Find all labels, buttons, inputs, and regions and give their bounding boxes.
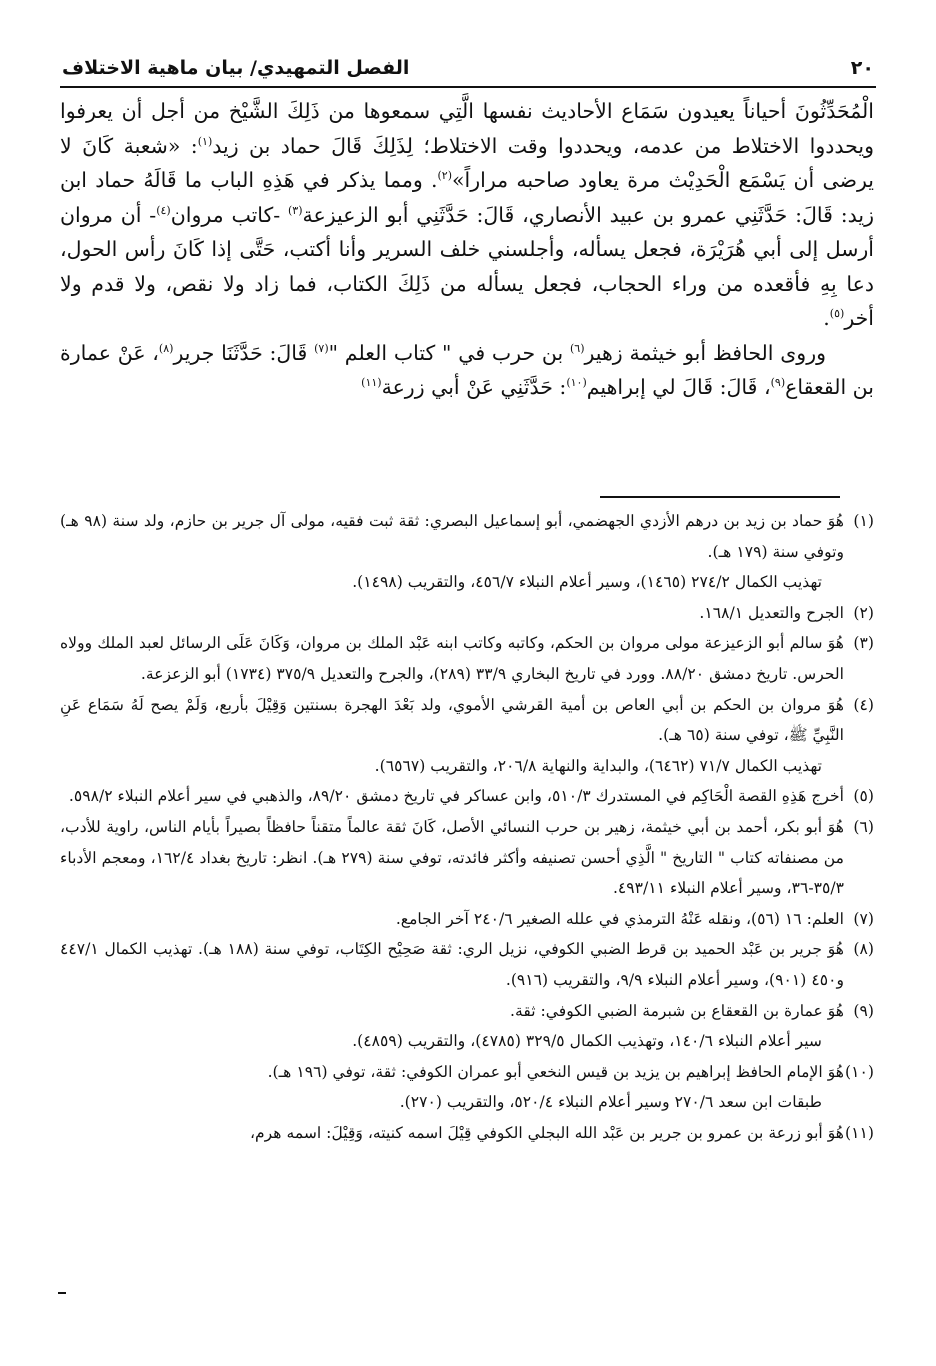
footnote-number: (٥): [853, 787, 874, 806]
footnote-item: [60, 934, 874, 995]
footnote-item: [60, 904, 874, 935]
footnote-text: أخرج هَذِهِ القصة الْحَاكِم في المستدرك ٥١٠/٣، وابن عساكر في تاريخ دمشق ٨٩/٢٠، والذهبي في سير أعلام النبلاء ٥٩٨/٢.: [68, 787, 844, 806]
footnote-number: (١): [853, 512, 874, 530]
footnote-ref: (٦): [569, 341, 585, 355]
footnote-ref: (٢): [437, 169, 452, 183]
footnote-item: [60, 996, 874, 1057]
footnote-text: هُوَ أبو بكر، أحمد بن أبي خيثمة، زهير بن حرب النسائي الأصل، كَانَ ثقة عالماً متقناً حافظاً بصيراً بأيام الناس، راوية للأدب، من مصنفاته كتاب " التاريخ " الَّذِي أحسن تصنيفه وأكثر فائدته، توفي سنة (٢٧٩ هـ). انظر: تاريخ بغداد ١٦٢/٤، ومعجم الأدباء ٣٥/٣-٣٦، وسير أعلام النبلاء ٤٩٣/١١.: [60, 817, 845, 898]
footnote-number: (١١): [845, 1123, 874, 1142]
paragraph-1: الْمُحَدِّثُونَ أحياناً يعيدون سَمَاع الأحاديث نفسها الَّتِي سمعوها من ذَلِكَ الشَّيْخ من أجل أن يعرفوا ويحددوا الاختلاط من عدمه، ويحددوا وقت الاختلاط؛ لِذَلِكَ قَالَ حماد بن زيد$^{(١)}$: «شعبة كَانَ لا يرضى أن يَسْمَع الْحَدِيْث مرة يعاود صاحبه مراراً»$^{(٢)}$. ومما يذكر في هَذِهِ الباب ما قَالَهُ حماد ابن زيد: قَالَ: حَدَّثَنِي عمرو بن عبيد الأنصاري، قَالَ: حَدَّثَنِي أبو الزعيزعة$^{(٣)}$ -كاتب مروان$^{(٤)}$- أن مروان أرسل إلى أبي هُرَيْرَة، فجعل يسأله، وأجلسني خلف السرير وأنا أكتب، حَتَّى إذا كَانَ رأس الحول، دعا بِهِ فأقعده من وراء الحجاب، فجعل يسأله من ذَلِكَ الكتاب، فما زاد ولا نقص، ولا قدم ولا أخر$^{(٥)}$.: [60, 99, 875, 330]
footnote-text: العلم: ١٦ (٥٦)، ونقله عَنْهُ الترمذي في علله الصغير ٢٤٠/٦ آخر الجامع.: [395, 909, 844, 928]
footnote-ref: (٩): [770, 376, 786, 390]
footnote-number: (٣): [853, 634, 874, 653]
footnote-text: هُوَ أبو زرعة بن عمرو بن جرير بن عَبْد الله البجلي الكوفي قِيْلَ اسمه كنيته، وَقِيْلَ: اسمه هرم،: [249, 1123, 844, 1142]
footnote-source: تهذيب الكمال ٧١/٧ (٦٤٦٢)، والبداية والنهاية ٢٠٦/٨، والتقريب (٦٥٦٧).: [374, 756, 822, 775]
footnote-number: (١٠): [845, 1062, 874, 1081]
main-text: [60, 94, 874, 405]
footnote-number: (٧): [853, 909, 874, 928]
page-number: ٢٠: [850, 57, 874, 79]
footnote-ref: (٤): [156, 203, 171, 217]
footnote-text: هُوَ مروان بن الحكم بن أبي العاص بن أمية القرشي الأموي، ولد بَعْدَ الهجرة بسنتين وَقِيْلَ بأربع، وَلَمْ يصح لَهُ سَمَاع عَنِ النَّبِيِّ ﷺ، توفي سنة (٦٥ هـ).: [60, 695, 844, 745]
footnote-text: هُوَ الإمام الحافظ إبراهيم بن يزيد بن قيس النخعي أبو عمران الكوفي: ثقة، توفي (١٩٦ هـ).: [267, 1062, 844, 1081]
footnote-ref: (٧): [314, 341, 329, 355]
footnote-ref: (١): [197, 134, 213, 148]
page-header: [62, 52, 874, 84]
footnote-item: [60, 690, 874, 782]
footnote-source: سير أعلام النبلاء ١٤٠/٦، وتهذيب الكمال ٣٢٩/٥ (٤٧٨٥)، والتقريب (٤٨٥٩).: [352, 1032, 822, 1051]
footnote-text: الجرح والتعديل ١٦٨/١.: [699, 603, 844, 622]
footnote-item: [60, 506, 874, 598]
footnote-number: (٤): [853, 695, 874, 714]
footnote-item: [60, 628, 874, 689]
footnote-ref: (٨): [158, 341, 174, 355]
footnote-number: (٨): [853, 940, 874, 959]
footnote-item: [60, 1118, 874, 1149]
footnote-number: (٦): [853, 817, 874, 836]
footnote-ref: (١٠): [566, 376, 587, 390]
paragraph-2: وروى الحافظ أبو خيثمة زهير$^{(٦)}$ بن حرب في " كتاب العلم "$^{(٧)}$ قَالَ: حَدَّثَنَا جرير$^{(٨)}$، عَنْ عمارة بن القعقاع$^{(٩)}$، قَالَ: قَالَ لي إبراهيم$^{(١٠)}$: حَدَّثَنِي عَنْ أبي زرعة$^{(١١)}$: [60, 340, 874, 399]
footnote-text: هُوَ سالم أبو الزعيزعة مولى مروان بن الحكم، وكاتبه وكاتب ابنه عَبْد الملك بن مروان، وَكَانَ عَلَى الرسائل لعبد الملك وولاه الحرس. تاريخ دمشق ٨٨/٢٠. وورد في تاريخ البخاري ٣٣/٩ (٢٨٩)، والجرح والتعديل ٣٧٥/٩ (١٧٣٤) أبو الزعزعة.: [60, 634, 844, 683]
footnote-ref: (١١): [361, 376, 382, 390]
footnotes: [60, 506, 874, 1148]
footnote-separator: [600, 496, 840, 498]
footnote-source: طبقات ابن سعد ٢٧٠/٦ وسير أعلام النبلاء ٥٢٠/٤، والتقريب (٢٧٠).: [399, 1093, 822, 1112]
footnote-ref: (٥): [829, 307, 845, 321]
footnote-number: (٩): [853, 1001, 874, 1020]
footnote-source: تهذيب الكمال ٢٧٤/٢ (١٤٦٥)، وسير أعلام النبلاء ٤٥٦/٧، والتقريب (١٤٩٨).: [352, 573, 822, 592]
chapter-title: الفصل التمهيدي/ بيان ماهية الاختلاف: [62, 57, 410, 79]
footnote-text: هُوَ عمارة بن القعقاع بن شبرمة الضبي الكوفي: ثقة.: [510, 1001, 844, 1020]
header-rule: [60, 86, 876, 88]
footnote-item: [60, 812, 874, 904]
footnote-ref: (٣): [288, 203, 303, 217]
footnote-item: [60, 1057, 874, 1118]
footnote-text: هُوَ جرير بن عَبْد الحميد بن قرط الضبي الكوفي، نزيل الري: ثقة صَحِيْح الكِتَاب، توفي سنة (١٨٨ هـ). تهذيب الكمال ٤٤٧/١ و٤٥٠ (٩٠١)، وسير أعلام النبلاء ٩/٩، والتقريب (٩١٦).: [60, 940, 844, 989]
continuation-mark: [58, 1292, 66, 1294]
footnote-text: هُوَ حماد بن زيد بن درهم الأزدي الجهضمي، أبو إسماعيل البصري: ثقة ثبت فقيه، مولى آل جرير بن حازم، ولد سنة (٩٨ هـ) وتوفي سنة (١٧٩ هـ).: [60, 512, 844, 561]
footnote-item: [60, 598, 874, 629]
footnote-item: [60, 781, 874, 812]
footnote-number: (٢): [853, 603, 874, 622]
